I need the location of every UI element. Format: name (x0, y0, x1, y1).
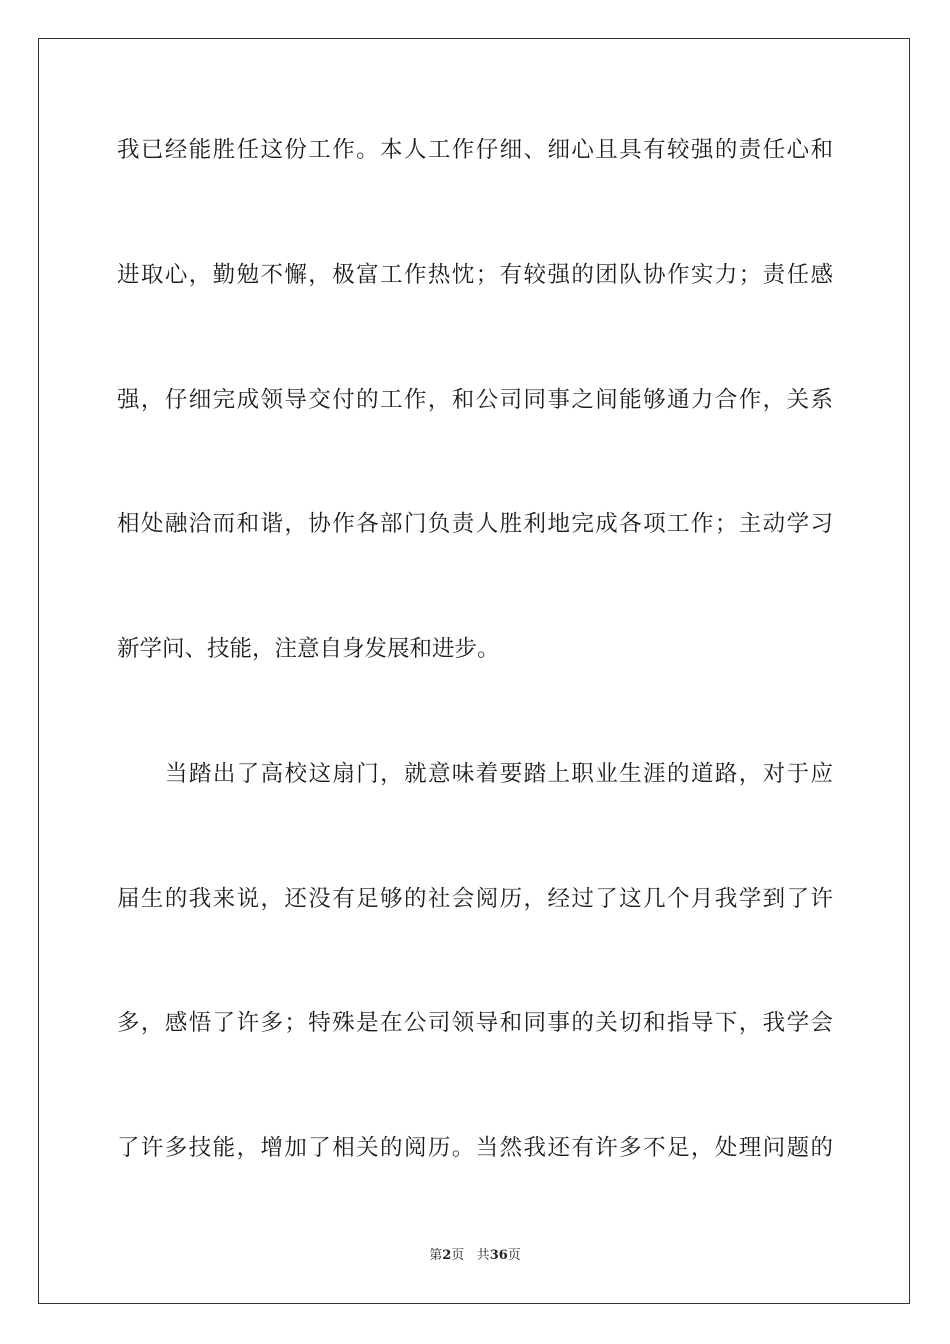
page-number: 2 (442, 1248, 452, 1263)
paragraph-2-line-1: 当踏出了高校这扇门，就意味着要踏上职业生涯的道路，对于应 (165, 761, 833, 787)
paragraph-1-line-4: 相处融洽而和谐，协作各部门负责人胜利地完成各项工作；主动学习 (117, 511, 833, 537)
paragraph-2-line-3: 多，感悟了许多；特殊是在公司领导和同事的关切和指导下，我学会 (117, 1010, 833, 1036)
total-suffix: 页 (507, 1248, 521, 1263)
paragraph-2-line-2: 届生的我来说，还没有足够的社会阅历，经过了这几个月我学到了许 (117, 886, 833, 912)
paragraph-1-line-2: 进取心，勤勉不懈，极富工作热忱；有较强的团队协作实力；责任感 (117, 262, 833, 288)
paragraph-1-line-5: 新学问、技能，注意自身发展和进步。 (117, 636, 500, 662)
paragraph-2-line-4: 了许多技能，增加了相关的阅历。当然我还有许多不足，处理问题的 (117, 1135, 833, 1161)
paragraph-1-line-1: 我已经能胜任这份工作。本人工作仔细、细心且具有较强的责任心和 (117, 137, 833, 163)
total-prefix: 共 (476, 1248, 490, 1263)
page-footer (0, 1247, 950, 1265)
page-border (38, 38, 910, 1304)
page-prefix: 第 (429, 1248, 443, 1263)
total-pages: 36 (489, 1248, 508, 1263)
paragraph-1-line-3: 强，仔细完成领导交付的工作，和公司同事之间能够通力合作，关系 (117, 387, 833, 413)
page-suffix: 页 (451, 1248, 465, 1263)
